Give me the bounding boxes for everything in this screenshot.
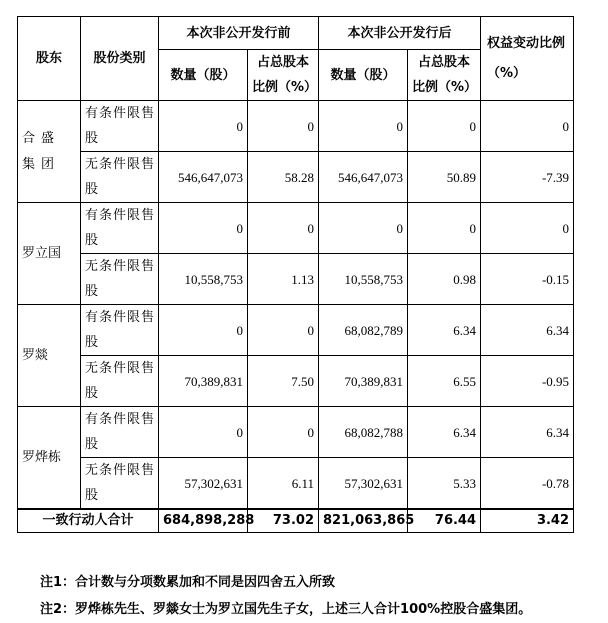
header-before-qty: 数量（股） [159,50,248,101]
header-share-type: 股份类别 [81,17,159,101]
holder-cell: 罗燚 [18,305,81,407]
header-equity-change: 权益变动比例（%） [481,17,574,101]
after-qty-cell: 68,082,788 [319,407,408,458]
total-after-qty: 821,063,865 [319,509,408,533]
share-type-cell: 有条件限售股 [81,203,159,254]
after-qty-cell: 0 [319,203,408,254]
before-qty-cell: 0 [159,203,248,254]
total-row [18,509,574,533]
before-ratio-cell: 1.13 [248,254,319,305]
before-ratio-cell: 0 [248,305,319,356]
after-qty-cell: 57,302,631 [319,458,408,510]
share-type-cell: 无条件限售股 [81,458,159,510]
table-row [18,203,574,254]
after-ratio-cell: 6.34 [408,407,481,458]
after-ratio-cell: 5.33 [408,458,481,510]
table-row [18,254,574,305]
table-row [18,407,574,458]
after-qty-cell: 70,389,831 [319,356,408,407]
header-after-issuance: 本次非公开发行后 [319,17,481,50]
before-qty-cell: 57,302,631 [159,458,248,510]
after-qty-cell: 10,558,753 [319,254,408,305]
total-change: 3.42 [481,509,574,533]
total-before-qty: 684,898,288 [159,509,248,533]
before-ratio-cell: 7.50 [248,356,319,407]
share-type-cell: 无条件限售股 [81,356,159,407]
change-cell: -0.95 [481,356,574,407]
before-ratio-cell: 6.11 [248,458,319,510]
total-before-ratio: 73.02 [248,509,319,533]
total-label: 一致行动人合计 [18,509,159,533]
before-qty-cell: 10,558,753 [159,254,248,305]
header-after-qty: 数量（股） [319,50,408,101]
table-row [18,101,574,152]
table-row [18,152,574,203]
share-type-cell: 无条件限售股 [81,152,159,203]
after-ratio-cell: 0 [408,101,481,152]
header-before-issuance: 本次非公开发行前 [159,17,319,50]
before-qty-cell: 0 [159,407,248,458]
table-row [18,356,574,407]
change-cell: 6.34 [481,305,574,356]
footnote-2: 注2：罗烨栋先生、罗燚女士为罗立国先生子女，上述三人合计100%控股合盛集团。 [40,602,532,617]
share-type-cell: 无条件限售股 [81,254,159,305]
before-qty-cell: 0 [159,101,248,152]
table-row [18,305,574,356]
share-type-cell: 有条件限售股 [81,101,159,152]
after-ratio-cell: 50.89 [408,152,481,203]
total-after-ratio: 76.44 [408,509,481,533]
change-cell: -0.78 [481,458,574,510]
after-qty-cell: 546,647,073 [319,152,408,203]
before-ratio-cell: 0 [248,407,319,458]
share-type-cell: 有条件限售股 [81,407,159,458]
header-after-ratio: 占总股本比例（%） [408,50,481,101]
change-cell: 6.34 [481,407,574,458]
share-type-cell: 有条件限售股 [81,305,159,356]
after-ratio-cell: 0.98 [408,254,481,305]
after-ratio-cell: 0 [408,203,481,254]
change-cell: -0.15 [481,254,574,305]
holder-cell: 合盛集团 [18,101,81,203]
change-cell: 0 [481,101,574,152]
before-qty-cell: 70,389,831 [159,356,248,407]
change-cell: -7.39 [481,152,574,203]
before-ratio-cell: 0 [248,203,319,254]
shareholding-table [17,16,574,533]
before-ratio-cell: 0 [248,101,319,152]
table-row [18,458,574,510]
before-qty-cell: 0 [159,305,248,356]
footnote-1: 注1：合计数与分项数累加和不同是因四舍五入所致 [40,575,336,590]
before-qty-cell: 546,647,073 [159,152,248,203]
after-ratio-cell: 6.34 [408,305,481,356]
header-before-ratio: 占总股本比例（%） [248,50,319,101]
header-holder: 股东 [18,17,81,101]
after-qty-cell: 0 [319,101,408,152]
after-ratio-cell: 6.55 [408,356,481,407]
before-ratio-cell: 58.28 [248,152,319,203]
after-qty-cell: 68,082,789 [319,305,408,356]
holder-cell: 罗烨栋 [18,407,81,510]
change-cell: 0 [481,203,574,254]
holder-cell: 罗立国 [18,203,81,305]
